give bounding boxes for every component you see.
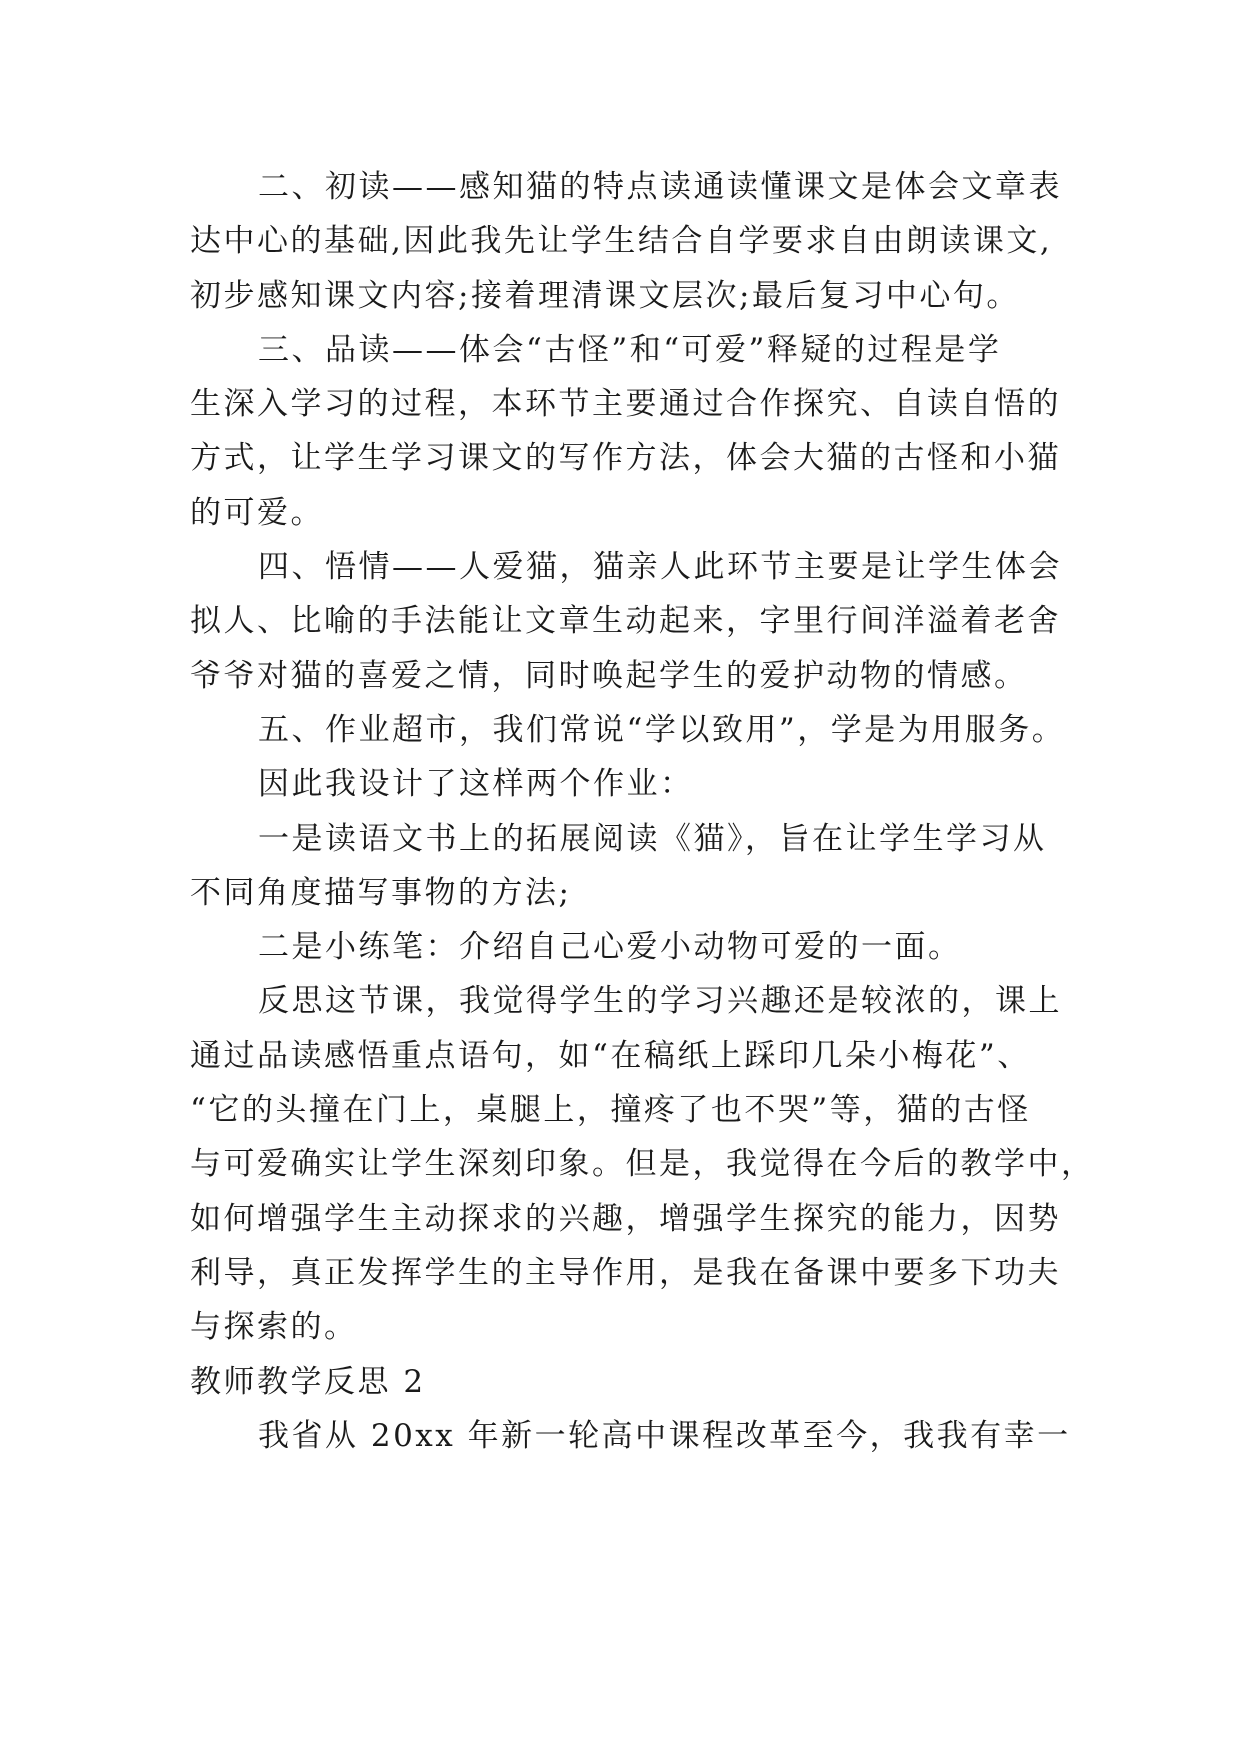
paragraph-line: 二是小练笔：介绍自己心爱小动物可爱的一面。 xyxy=(258,929,962,966)
paragraph-line: 方式，让学生学习课文的写作方法，体会大猫的古怪和小猫 xyxy=(190,440,1061,477)
paragraph-line: 不同角度描写事物的方法; xyxy=(190,874,572,911)
paragraph-line: 三、品读——体会“古怪”和“可爱”释疑的过程是学 xyxy=(258,331,1002,368)
paragraph-line: 的可爱。 xyxy=(190,494,324,531)
paragraph-line: 爷爷对猫的喜爱之情，同时唤起学生的爱护动物的情感。 xyxy=(190,657,1028,694)
paragraph-line: 一是读语文书上的拓展阅读《猫》，旨在让学生学习从 xyxy=(258,820,1047,857)
paragraph-line: 通过品读感悟重点语句，如“在稿纸上踩印几朵小梅花”、 xyxy=(190,1037,1031,1074)
paragraph-line: 达中心的基础,因此我先让学生结合自学要求自由朗读课文, xyxy=(190,223,1053,260)
paragraph-line: 反思这节课，我觉得学生的学习兴趣还是较浓的，课上 xyxy=(258,983,1062,1020)
paragraph-line: 二、初读——感知猫的特点读通读懂课文是体会文章表 xyxy=(258,169,1062,205)
paragraph-line: 拟人、比喻的手法能让文章生动起来，字里行间洋溢着老舍 xyxy=(190,603,1061,640)
paragraph-line: 因此我设计了这样两个作业： xyxy=(258,766,694,803)
paragraph-line: 我省从 20xx 年新一轮高中课程改革至今，我我有幸一 xyxy=(258,1417,1071,1454)
paragraph-line: 与探索的。 xyxy=(190,1309,358,1346)
paragraph-line: 利导，真正发挥学生的主导作用，是我在备课中要多下功夫 xyxy=(190,1254,1061,1291)
section-heading: 教师教学反思 2 xyxy=(190,1363,426,1400)
paragraph-line: 五、作业超市，我们常说“学以致用”，学是为用服务。 xyxy=(258,711,1066,748)
paragraph-line: 与可爱确实让学生深刻印象。但是，我觉得在今后的教学中， xyxy=(190,1146,1095,1183)
paragraph-line: 生深入学习的过程，本环节主要通过合作探究、自读自悟的 xyxy=(190,386,1061,423)
paragraph-line: “它的头撞在门上，桌腿上，撞疼了也不哭”等，猫的古怪 xyxy=(190,1092,1031,1129)
paragraph-line: 如何增强学生主动探求的兴趣，增强学生探究的能力，因势 xyxy=(190,1200,1061,1237)
paragraph-line: 四、悟情——人爱猫，猫亲人此环节主要是让学生体会 xyxy=(258,549,1062,586)
paragraph-line: 初步感知课文内容;接着理清课文层次;最后复习中心句。 xyxy=(190,277,1020,314)
document-body xyxy=(190,160,1095,1463)
